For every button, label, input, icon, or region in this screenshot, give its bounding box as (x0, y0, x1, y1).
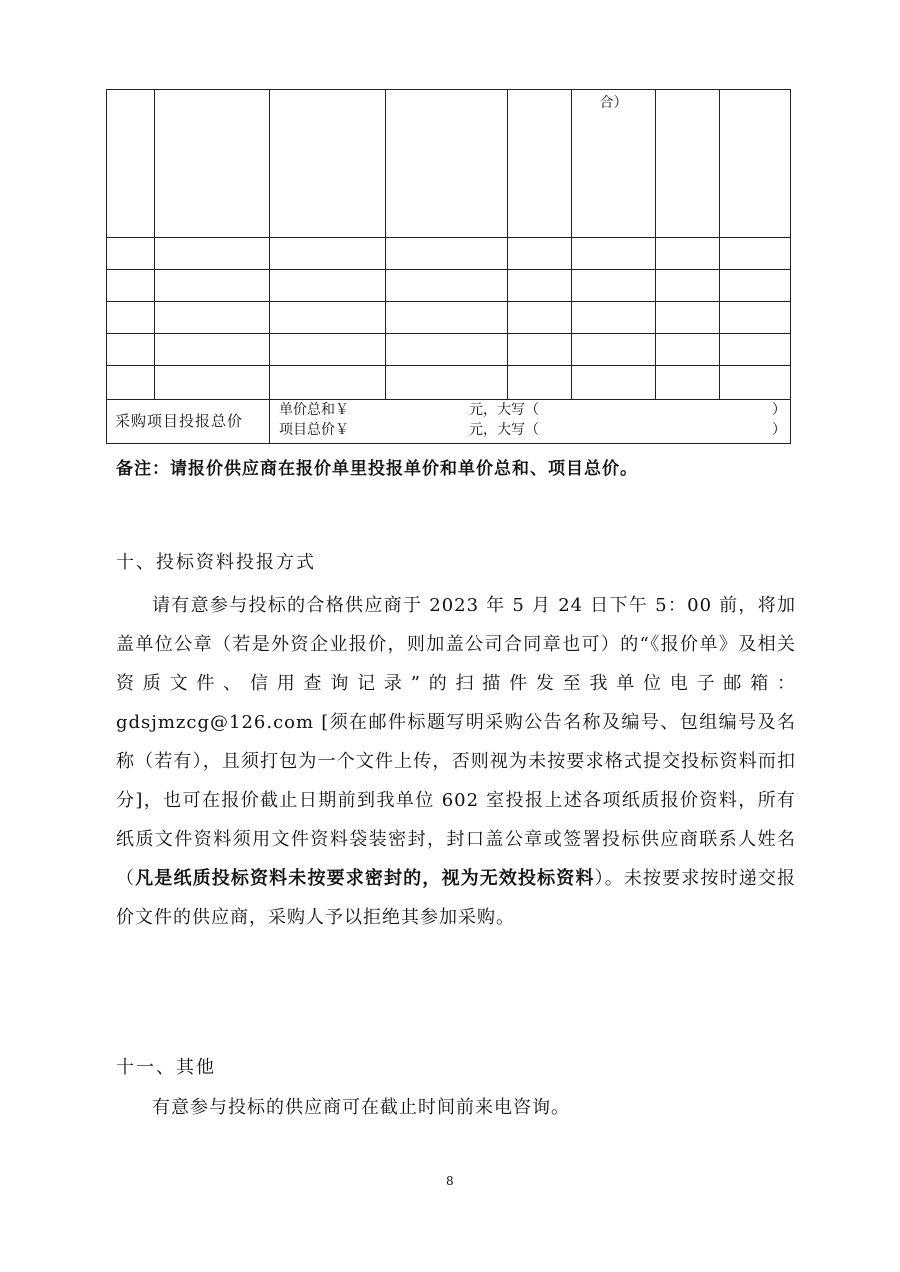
section-10-heading: 十、投标资料投报方式 (116, 552, 316, 573)
para-text: 请有意参与投标的合格供应商于 2023 年 5 月 24 日下午 5：00 前，将加盖单位公章（若是外资企业报价，则加盖公司合同章也可）的“《报价单》及相关资质文件、信用查询记录”的扫描件发至我单位电子邮箱：gdsjmzcg@126.com [须在邮件标题写明采购公告名称及编号、包组编号及名称（若有），且须打包为一个文件上传，否则视为未按要求格式提交投标资料而扣分]，也可在报价截止日期前到我单位 602 室投报上述各项纸质报价资料，所有纸质文件资料须用文件资料袋装密封，封口盖公章或签署投标供应商联系人姓名（ (116, 595, 796, 889)
close-paren: ） (772, 402, 786, 418)
table-row (107, 334, 791, 366)
table-row (107, 270, 791, 302)
project-total-yuan: 元，大写（ (469, 422, 539, 438)
section-10-paragraph (116, 586, 796, 937)
unit-sum-yuan: 元，大写（ (469, 402, 539, 418)
table-note: 备注：请报价供应商在报价单里投报单价和单价总和、项目总价。 (116, 459, 638, 479)
unit-sum-label: 单价总和￥ (279, 402, 349, 418)
para-text: ）。未按要求按时递交报价文件的供应商，采购人予以拒绝其参加采购。 (116, 868, 797, 928)
para-bold-text: 凡是纸质投标资料未按要求密封的，视为无效投标资料 (135, 868, 595, 889)
table-row (107, 238, 791, 270)
project-total-label: 项目总价￥ (279, 422, 349, 438)
project-total-line (279, 420, 786, 440)
total-row (107, 400, 791, 444)
total-label: 采购项目投报总价 (107, 400, 270, 444)
unit-sum-line (279, 400, 786, 420)
section-11-heading: 十一、其他 (116, 1057, 216, 1078)
quote-table (106, 89, 791, 444)
table-row (107, 90, 791, 238)
table-row (107, 366, 791, 400)
table-row (107, 302, 791, 334)
page-number: 8 (446, 1174, 454, 1188)
section-11-paragraph: 有意参与投标的供应商可在截止时间前来电咨询。 (152, 1097, 570, 1118)
continued-cell: 合） (572, 90, 656, 238)
total-values (270, 400, 791, 444)
close-paren: ） (772, 422, 786, 438)
